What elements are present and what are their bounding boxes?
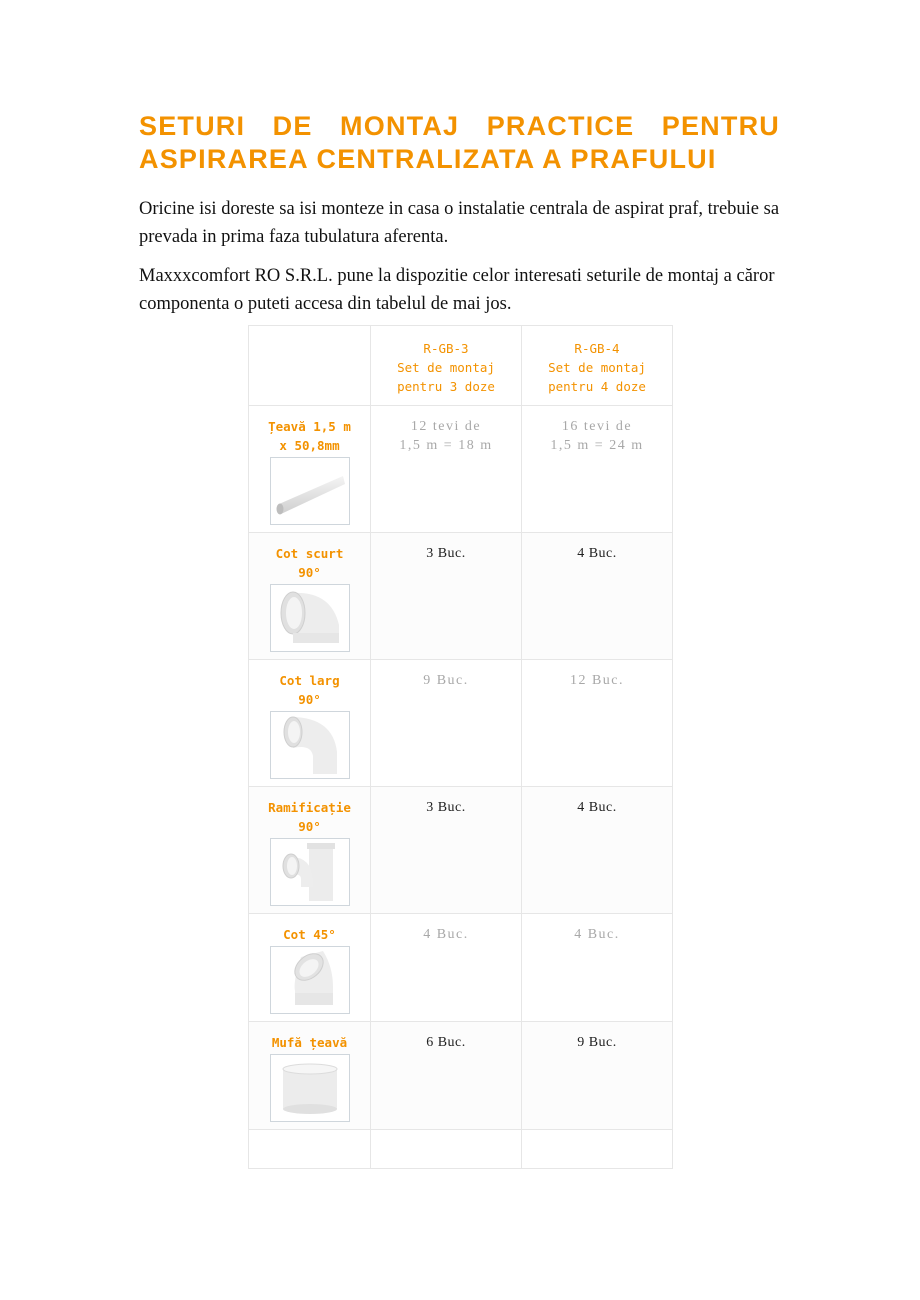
long-elbow-icon (270, 711, 350, 779)
page-title (139, 110, 780, 176)
row-label-short-elbow: Cot scurt 90° (249, 533, 371, 660)
cell-r-gb-4-short-elbow: 4 Buc. (522, 533, 673, 660)
cell-r-gb-4-elbow-45: 4 Buc. (522, 914, 673, 1022)
table-row (249, 406, 673, 533)
table-row (249, 533, 673, 660)
header-r-gb-4: R-GB-4 Set de montaj pentru 4 doze (522, 326, 673, 406)
mounting-sets-table (248, 325, 673, 1169)
row-label-coupling: Mufă țeavă (249, 1022, 371, 1130)
cell-r-gb-4-tee-branch: 4 Buc. (522, 787, 673, 914)
row-label-tee-branch: Ramificație 90° (249, 787, 371, 914)
table-row (249, 787, 673, 914)
intro-paragraph: Oricine isi doreste sa isi monteze in casa o instalatie centrala de aspirat praf, trebuie sa prevada in prima faza tubulatura aferenta. (139, 199, 780, 247)
offer-paragraph: Maxxxcomfort RO S.R.L. pune la dispozitie celor interesati seturile de montaj a căror componenta o puteti accesa din tabelul de mai jos. (139, 266, 775, 314)
row-label-elbow-45: Cot 45° (249, 914, 371, 1022)
empty-cell (371, 1130, 522, 1169)
cell-r-gb-3-long-elbow: 9 Buc. (371, 660, 522, 787)
cell-r-gb-3-pipe: 12 tevi de 1,5 m = 18 m (371, 406, 522, 533)
empty-cell (522, 1130, 673, 1169)
empty-cell (249, 1130, 371, 1169)
row-label-pipe: Țeavă 1,5 m x 50,8mm (249, 406, 371, 533)
tee-branch-icon (270, 838, 350, 906)
title-line-2: ASPIRAREA CENTRALIZATA A PRAFULUI (139, 144, 717, 174)
cell-r-gb-3-tee-branch: 3 Buc. (371, 787, 522, 914)
title-line-1: SETURI DE MONTAJ PRACTICE PENTRU (139, 111, 780, 141)
row-label-long-elbow: Cot larg 90° (249, 660, 371, 787)
header-empty-cell (249, 326, 371, 406)
cell-r-gb-3-elbow-45: 4 Buc. (371, 914, 522, 1022)
coupling-icon (270, 1054, 350, 1122)
cell-r-gb-3-coupling: 6 Buc. (371, 1022, 522, 1130)
short-elbow-icon (270, 584, 350, 652)
table-row (249, 914, 673, 1022)
table-header-row (249, 326, 673, 406)
table-row-empty (249, 1130, 673, 1169)
pipe-icon (270, 457, 350, 525)
elbow-45-icon (270, 946, 350, 1014)
header-r-gb-3: R-GB-3 Set de montaj pentru 3 doze (371, 326, 522, 406)
table-row (249, 1022, 673, 1130)
cell-r-gb-3-short-elbow: 3 Buc. (371, 533, 522, 660)
cell-r-gb-4-coupling: 9 Buc. (522, 1022, 673, 1130)
cell-r-gb-4-long-elbow: 12 Buc. (522, 660, 673, 787)
table-row (249, 660, 673, 787)
cell-r-gb-4-pipe: 16 tevi de 1,5 m = 24 m (522, 406, 673, 533)
